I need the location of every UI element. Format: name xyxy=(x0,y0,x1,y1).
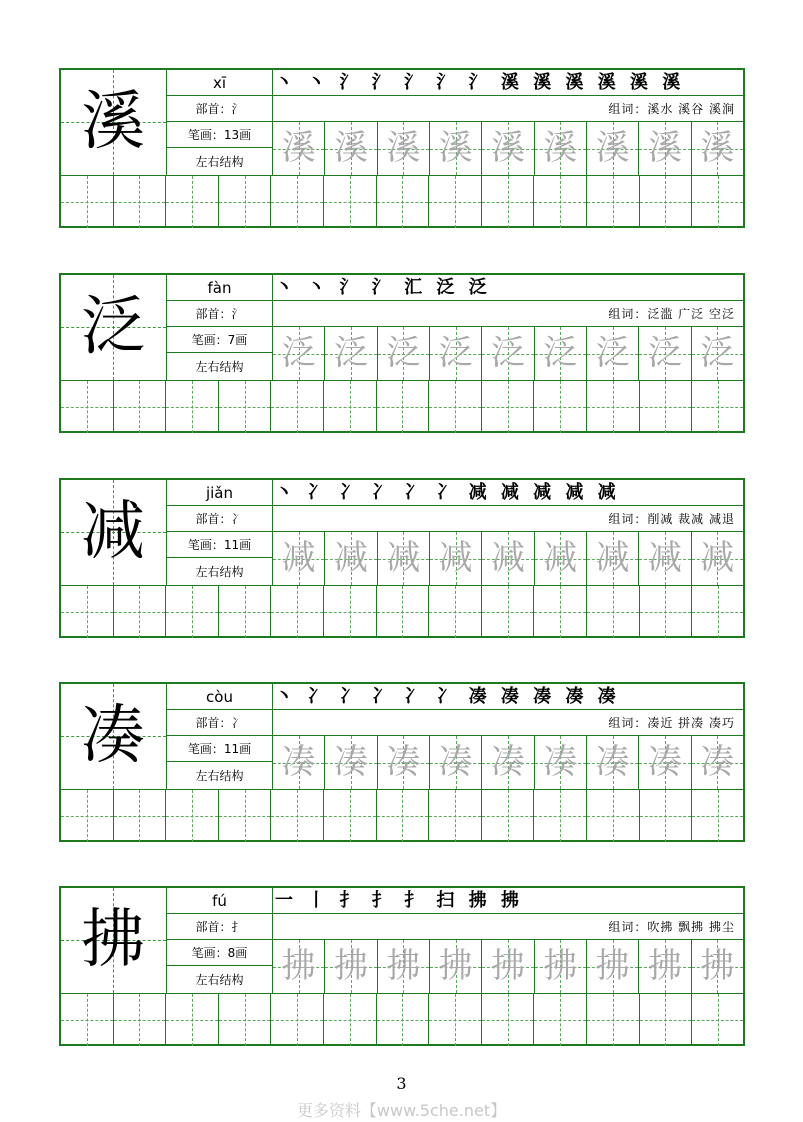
footer-watermark: 更多资料【www.5che.net】 xyxy=(296,1101,507,1120)
practice-row xyxy=(61,176,743,228)
practice-cell xyxy=(482,176,535,228)
trace-character: 减 xyxy=(647,538,682,578)
stroke-order: 一 丨 扌 扌 扌 扫 拂 拂 xyxy=(273,888,743,914)
trace-cell xyxy=(535,532,587,585)
main-character: 泛 xyxy=(81,290,145,364)
practice-cell xyxy=(429,381,482,433)
word-examples: 组词：凑近 拼凑 凑巧 xyxy=(273,710,743,736)
practice-cell xyxy=(114,994,167,1046)
trace-cell xyxy=(692,327,743,380)
trace-cell xyxy=(325,327,377,380)
practice-cell xyxy=(271,994,324,1046)
practice-cell xyxy=(114,381,167,433)
pinyin: jiǎn xyxy=(167,480,273,506)
pinyin: còu xyxy=(167,684,273,710)
stroke-order: 丶 丶 氵 氵 汇 泛 泛 xyxy=(273,275,743,301)
trace-character: 溪 xyxy=(543,128,578,168)
trace-cell xyxy=(378,532,430,585)
word-examples: 组词：削减 裁减 减退 xyxy=(273,506,743,532)
practice-cell xyxy=(271,790,324,842)
trace-character: 凑 xyxy=(386,742,421,782)
stroke-order: 丶 冫 冫 冫 冫 冫 减 减 减 减 减 xyxy=(273,480,743,506)
practice-cell xyxy=(219,176,272,228)
trace-cell xyxy=(482,736,534,789)
practice-cell xyxy=(640,176,693,228)
radical: 部首：扌 xyxy=(167,914,273,940)
practice-row xyxy=(61,994,743,1046)
main-character-box xyxy=(61,275,167,381)
stroke-count: 笔画：13画 xyxy=(167,122,273,148)
trace-cell xyxy=(535,736,587,789)
trace-character: 泛 xyxy=(281,333,316,373)
trace-character: 泛 xyxy=(438,333,473,373)
word-examples: 组词：泛滥 广泛 空泛 xyxy=(273,301,743,327)
trace-character: 减 xyxy=(595,538,630,578)
trace-cell xyxy=(378,940,430,993)
main-character-box xyxy=(61,888,167,994)
practice-cell xyxy=(324,381,377,433)
trace-cell xyxy=(692,532,743,585)
word-examples: 组词：溪水 溪谷 溪涧 xyxy=(273,96,743,122)
main-character: 减 xyxy=(81,495,145,569)
practice-cell xyxy=(640,994,693,1046)
trace-row xyxy=(273,327,743,381)
practice-cell xyxy=(534,586,587,638)
practice-cell xyxy=(640,790,693,842)
trace-character: 减 xyxy=(700,538,735,578)
practice-cell xyxy=(166,586,219,638)
trace-cell xyxy=(430,940,482,993)
practice-cell xyxy=(377,994,430,1046)
trace-cell xyxy=(587,532,639,585)
trace-character: 泛 xyxy=(543,333,578,373)
practice-cell xyxy=(219,381,272,433)
trace-character: 溪 xyxy=(333,128,368,168)
word-examples: 组词：吹拂 飘拂 拂尘 xyxy=(273,914,743,940)
trace-character: 拂 xyxy=(595,946,630,986)
practice-cell xyxy=(166,994,219,1046)
practice-cell xyxy=(324,176,377,228)
trace-character: 减 xyxy=(490,538,525,578)
trace-character: 溪 xyxy=(700,128,735,168)
structure: 左右结构 xyxy=(167,762,273,790)
practice-cell xyxy=(114,176,167,228)
practice-cell xyxy=(377,381,430,433)
practice-cell xyxy=(534,381,587,433)
trace-row xyxy=(273,122,743,176)
structure: 左右结构 xyxy=(167,353,273,381)
trace-cell xyxy=(378,736,430,789)
practice-cell xyxy=(534,790,587,842)
practice-cell xyxy=(534,176,587,228)
practice-cell xyxy=(429,790,482,842)
practice-cell xyxy=(587,381,640,433)
trace-character: 拂 xyxy=(490,946,525,986)
trace-cell xyxy=(325,532,377,585)
pinyin: xī xyxy=(167,70,273,96)
stroke-count: 笔画：11画 xyxy=(167,736,273,762)
main-character-box xyxy=(61,684,167,790)
trace-row xyxy=(273,532,743,586)
trace-character: 减 xyxy=(438,538,473,578)
practice-cell xyxy=(692,790,743,842)
trace-character: 拂 xyxy=(700,946,735,986)
trace-character: 减 xyxy=(281,538,316,578)
trace-character: 泛 xyxy=(595,333,630,373)
practice-cell xyxy=(640,381,693,433)
character-card xyxy=(59,478,745,638)
practice-cell xyxy=(429,586,482,638)
radical: 部首：氵 xyxy=(167,96,273,122)
trace-cell xyxy=(273,736,325,789)
stroke-order: 丶 冫 冫 冫 冫 冫 凑 凑 凑 凑 凑 xyxy=(273,684,743,710)
practice-cell xyxy=(692,586,743,638)
practice-cell xyxy=(61,994,114,1046)
trace-cell xyxy=(587,327,639,380)
trace-character: 溪 xyxy=(386,128,421,168)
main-character-box xyxy=(61,480,167,586)
pinyin: fú xyxy=(167,888,273,914)
trace-character: 拂 xyxy=(438,946,473,986)
structure: 左右结构 xyxy=(167,558,273,586)
trace-character: 凑 xyxy=(333,742,368,782)
practice-cell xyxy=(482,994,535,1046)
trace-character: 泛 xyxy=(647,333,682,373)
trace-cell xyxy=(482,532,534,585)
trace-character: 拂 xyxy=(386,946,421,986)
practice-cell xyxy=(587,790,640,842)
character-card xyxy=(59,68,745,228)
practice-cell xyxy=(61,381,114,433)
trace-character: 凑 xyxy=(647,742,682,782)
trace-character: 凑 xyxy=(595,742,630,782)
page-number: 3 xyxy=(396,1074,407,1093)
trace-cell xyxy=(639,327,691,380)
trace-cell xyxy=(587,940,639,993)
radical: 部首：氵 xyxy=(167,301,273,327)
trace-character: 拂 xyxy=(543,946,578,986)
character-card xyxy=(59,682,745,842)
practice-cell xyxy=(482,586,535,638)
practice-cell xyxy=(377,586,430,638)
practice-cell xyxy=(271,176,324,228)
trace-character: 拂 xyxy=(647,946,682,986)
trace-character: 凑 xyxy=(543,742,578,782)
practice-cell xyxy=(377,790,430,842)
structure: 左右结构 xyxy=(167,148,273,176)
trace-character: 溪 xyxy=(281,128,316,168)
trace-character: 溪 xyxy=(647,128,682,168)
trace-cell xyxy=(587,736,639,789)
trace-character: 泛 xyxy=(386,333,421,373)
trace-cell xyxy=(692,940,743,993)
practice-cell xyxy=(166,381,219,433)
trace-cell xyxy=(430,532,482,585)
character-card xyxy=(59,273,745,433)
practice-cell xyxy=(219,586,272,638)
trace-row xyxy=(273,736,743,790)
trace-cell xyxy=(639,940,691,993)
practice-cell xyxy=(324,790,377,842)
trace-cell xyxy=(430,736,482,789)
pinyin: fàn xyxy=(167,275,273,301)
radical: 部首：冫 xyxy=(167,506,273,532)
structure: 左右结构 xyxy=(167,966,273,994)
trace-character: 凑 xyxy=(438,742,473,782)
trace-cell xyxy=(273,122,325,175)
trace-character: 拂 xyxy=(333,946,368,986)
trace-cell xyxy=(587,122,639,175)
practice-cell xyxy=(640,586,693,638)
practice-cell xyxy=(219,994,272,1046)
trace-character: 凑 xyxy=(700,742,735,782)
trace-cell xyxy=(378,122,430,175)
practice-cell xyxy=(61,176,114,228)
practice-cell xyxy=(692,994,743,1046)
trace-cell xyxy=(482,940,534,993)
trace-cell xyxy=(273,327,325,380)
practice-cell xyxy=(114,790,167,842)
practice-cell xyxy=(692,176,743,228)
trace-cell xyxy=(639,122,691,175)
practice-cell xyxy=(219,790,272,842)
trace-cell xyxy=(535,940,587,993)
trace-cell xyxy=(482,327,534,380)
trace-cell xyxy=(430,122,482,175)
practice-cell xyxy=(166,176,219,228)
trace-cell xyxy=(273,532,325,585)
radical: 部首：冫 xyxy=(167,710,273,736)
trace-cell xyxy=(639,532,691,585)
trace-row xyxy=(273,940,743,994)
main-character: 溪 xyxy=(81,85,145,159)
character-card xyxy=(59,886,745,1046)
trace-character: 泛 xyxy=(490,333,525,373)
practice-cell xyxy=(587,586,640,638)
trace-character: 凑 xyxy=(281,742,316,782)
practice-cell xyxy=(429,176,482,228)
practice-cell xyxy=(587,994,640,1046)
trace-cell xyxy=(639,736,691,789)
trace-character: 溪 xyxy=(438,128,473,168)
practice-cell xyxy=(324,994,377,1046)
trace-character: 泛 xyxy=(700,333,735,373)
trace-cell xyxy=(482,122,534,175)
trace-character: 减 xyxy=(386,538,421,578)
practice-cell xyxy=(429,994,482,1046)
practice-cell xyxy=(114,586,167,638)
trace-cell xyxy=(325,940,377,993)
trace-character: 减 xyxy=(333,538,368,578)
main-character: 拂 xyxy=(81,903,145,977)
stroke-order: 丶 丶 氵 氵 氵 氵 氵 溪 溪 溪 溪 溪 溪 xyxy=(273,70,743,96)
trace-cell xyxy=(692,736,743,789)
practice-row xyxy=(61,381,743,433)
practice-row xyxy=(61,586,743,638)
stroke-count: 笔画：7画 xyxy=(167,327,273,353)
practice-cell xyxy=(271,381,324,433)
trace-cell xyxy=(535,327,587,380)
practice-cell xyxy=(61,790,114,842)
trace-character: 凑 xyxy=(490,742,525,782)
practice-cell xyxy=(166,790,219,842)
trace-character: 溪 xyxy=(490,128,525,168)
trace-cell xyxy=(325,736,377,789)
practice-cell xyxy=(692,381,743,433)
trace-character: 溪 xyxy=(595,128,630,168)
trace-cell xyxy=(273,940,325,993)
practice-cell xyxy=(482,381,535,433)
main-character: 凑 xyxy=(81,699,145,773)
trace-cell xyxy=(692,122,743,175)
practice-cell xyxy=(324,586,377,638)
main-character-box xyxy=(61,70,167,176)
practice-cell xyxy=(61,586,114,638)
practice-row xyxy=(61,790,743,842)
practice-cell xyxy=(587,176,640,228)
trace-cell xyxy=(535,122,587,175)
trace-character: 泛 xyxy=(333,333,368,373)
practice-cell xyxy=(377,176,430,228)
stroke-count: 笔画：8画 xyxy=(167,940,273,966)
trace-character: 减 xyxy=(543,538,578,578)
trace-cell xyxy=(325,122,377,175)
practice-cell xyxy=(271,586,324,638)
trace-cell xyxy=(430,327,482,380)
stroke-count: 笔画：11画 xyxy=(167,532,273,558)
practice-cell xyxy=(534,994,587,1046)
trace-cell xyxy=(378,327,430,380)
practice-cell xyxy=(482,790,535,842)
trace-character: 拂 xyxy=(281,946,316,986)
